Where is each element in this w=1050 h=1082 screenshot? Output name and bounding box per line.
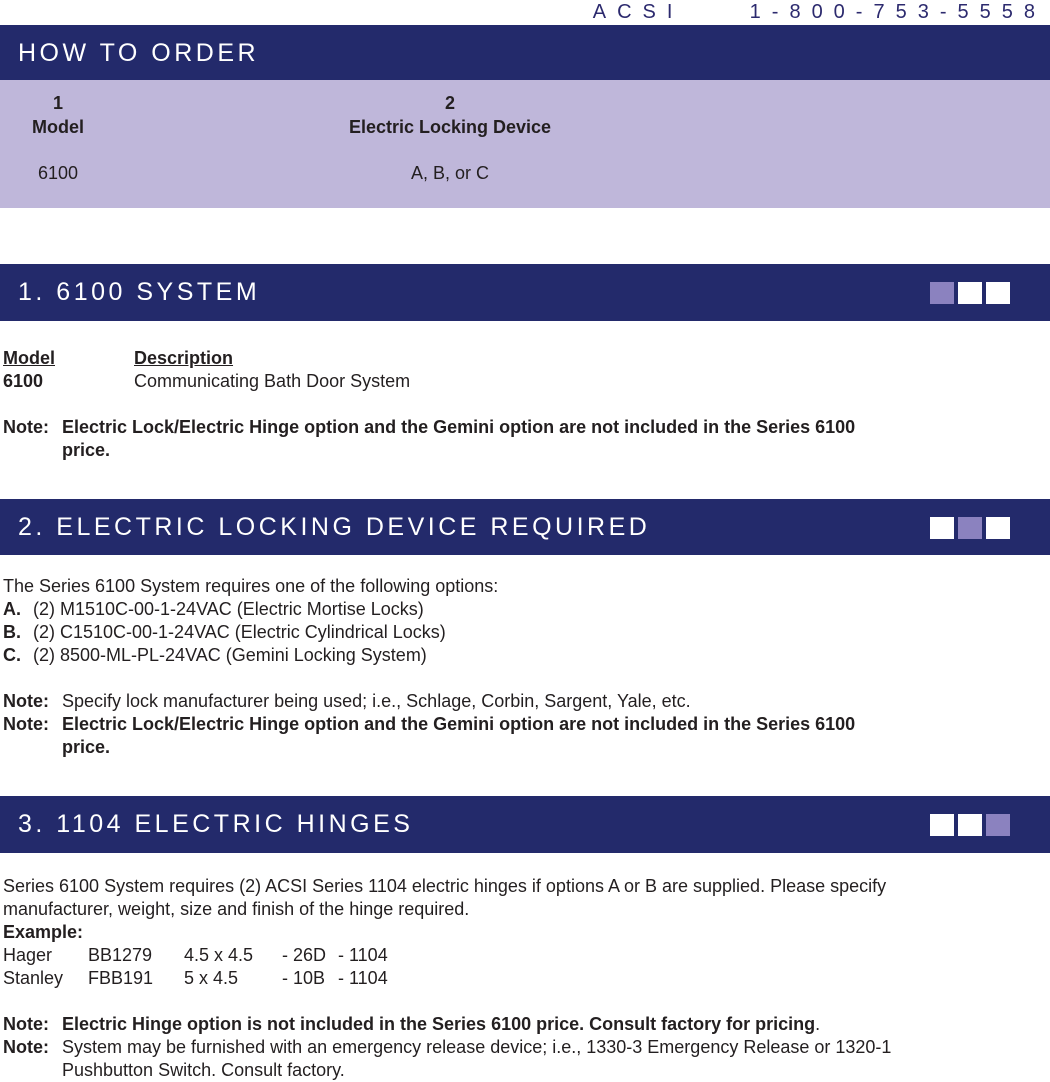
brand-name: ACSI: [592, 1, 684, 23]
section1-note: [3, 416, 855, 462]
note-label: Note:: [3, 417, 49, 437]
note-label: Note:: [3, 714, 49, 734]
section3-intro: Series 6100 System requires (2) ACSI Series 1104 electric hinges if options A or B are supplied. Please specify: [3, 876, 887, 896]
example-row: [3, 967, 891, 990]
example-row: [3, 944, 891, 967]
example-series: - 1104: [338, 945, 388, 965]
order-column-label: Model: [32, 117, 84, 137]
section2-body: [3, 575, 855, 759]
example-finish: - 10B: [282, 968, 326, 988]
step-indicator-square: [958, 517, 982, 539]
step-indicator-square: [986, 282, 1010, 304]
description-column-header: Description: [134, 348, 234, 368]
note-text: Electric Lock/Electric Hinge option and the Gemini option are not included in the Series 6100: [62, 417, 856, 437]
order-column-number: 2: [444, 93, 455, 113]
example-series: - 1104: [338, 968, 388, 988]
order-column-label: Electric Locking Device: [348, 117, 552, 137]
note-end: .: [815, 1014, 821, 1034]
option-letter: B.: [3, 622, 21, 642]
section2-note-manufacturer: [3, 690, 855, 713]
option-text: (2) 8500-ML-PL-24VAC (Gemini Locking System): [33, 645, 427, 665]
order-column-value: A, B, or C: [410, 163, 490, 183]
order-column-value: 6100: [37, 163, 79, 183]
order-column-model: [8, 91, 108, 185]
option-text: (2) C1510C-00-1-24VAC (Electric Cylindrical Locks): [33, 622, 446, 642]
section1-body: [3, 347, 855, 462]
step-indicator-square: [958, 814, 982, 836]
model-value: 6100: [3, 371, 44, 391]
order-column-locking-device: [300, 91, 600, 185]
section2-intro: The Series 6100 System requires one of the following options:: [3, 576, 499, 596]
note-text: Electric Hinge option is not included in the Series 6100 price. Consult factory for pricing: [62, 1014, 816, 1034]
note-label: Note:: [3, 1037, 49, 1057]
step-indicator-square: [958, 282, 982, 304]
section2-title: 2. ELECTRIC LOCKING DEVICE REQUIRED: [18, 513, 651, 541]
example-maker: Hager: [3, 945, 53, 965]
example-label: Example:: [3, 922, 84, 942]
order-table: [0, 80, 1050, 208]
section1-header: [0, 264, 1050, 321]
option-row: [3, 644, 855, 667]
note-text-cont: price.: [62, 440, 111, 460]
description-value: Communicating Bath Door System: [134, 371, 411, 391]
option-letter: C.: [3, 645, 21, 665]
section3-title: 3. 1104 ELECTRIC HINGES: [18, 810, 414, 838]
phone-number: 1-800-753-5558: [749, 1, 1046, 23]
section3-note-emergency: [3, 1036, 891, 1082]
how-to-order-title: HOW TO ORDER: [18, 39, 260, 67]
note-label: Note:: [3, 691, 49, 711]
note-text-cont: price.: [62, 737, 111, 757]
option-letter: A.: [3, 599, 21, 619]
note-text: System may be furnished with an emergency release device; i.e., 1330-3 Emergency Release or 1320-1: [62, 1037, 892, 1057]
section3-body: [3, 875, 891, 1082]
order-column-number: 1: [52, 93, 63, 113]
example-model: FBB191: [88, 968, 154, 988]
option-row: [3, 621, 855, 644]
section2-note-pricing: [3, 713, 855, 759]
note-text-cont: Pushbutton Switch. Consult factory.: [62, 1060, 345, 1080]
example-finish: - 26D: [282, 945, 327, 965]
note-label: Note:: [3, 1014, 49, 1034]
how-to-order-header: [0, 25, 1050, 81]
example-maker: Stanley: [3, 968, 64, 988]
section3-note-pricing: [3, 1013, 891, 1036]
note-text: Electric Lock/Electric Hinge option and the Gemini option are not included in the Series 6100: [62, 714, 856, 734]
option-text: (2) M1510C-00-1-24VAC (Electric Mortise Locks): [33, 599, 424, 619]
step-indicator-square: [930, 282, 954, 304]
step-indicator-square: [986, 814, 1010, 836]
step-indicator-square: [930, 517, 954, 539]
section3-header: [0, 796, 1050, 853]
step-indicator-square: [986, 517, 1010, 539]
section3-intro-cont: manufacturer, weight, size and finish of the hinge required.: [3, 899, 470, 919]
option-row: [3, 598, 855, 621]
section1-title: 1. 6100 SYSTEM: [18, 278, 261, 306]
example-model: BB1279: [88, 945, 153, 965]
example-size: 4.5 x 4.5: [184, 945, 254, 965]
step-indicator-square: [930, 814, 954, 836]
model-column-header: Model: [3, 348, 55, 368]
section2-header: [0, 499, 1050, 555]
note-text: Specify lock manufacturer being used; i.e., Schlage, Corbin, Sargent, Yale, etc.: [62, 691, 691, 711]
company-contact-line: [593, 0, 1046, 24]
example-size: 5 x 4.5: [184, 968, 239, 988]
